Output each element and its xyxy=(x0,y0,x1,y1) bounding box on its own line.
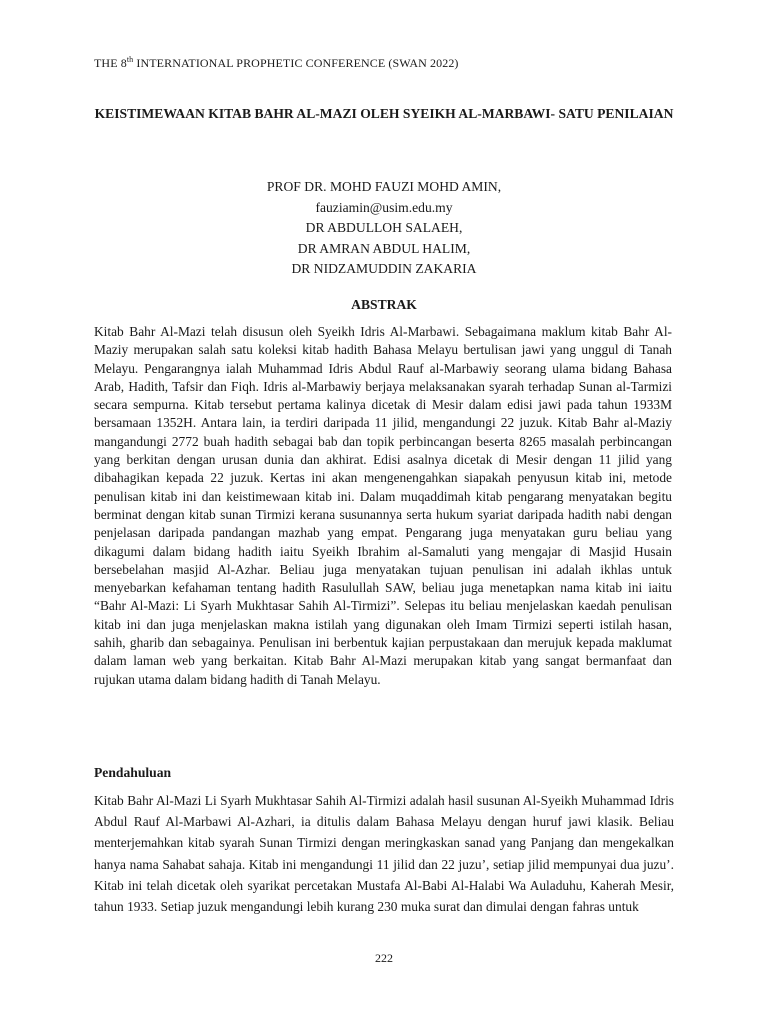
author-line: DR AMRAN ABDUL HALIM, xyxy=(297,240,471,256)
author-block xyxy=(80,177,688,280)
abstract-body: Kitab Bahr Al-Mazi telah disusun oleh Syeikh Idris Al-Marbawi. Sebagaimana maklum kitab Bahr Al-Maziy merupakan salah satu koleksi kitab hadith Bahasa Melayu bertulisan jawi yang unggul di Tanah Melayu. Pengarangnya ialah Muhammad Idris Abdul Rauf al-Marbawiy seorang ulama bidang Bahasa Arab, Hadith, Tafsir dan Fiqh. Idris al-Marbawiy berjaya melaksanakan syarah terhadap Sunan al-Tarmizi secara sempurna. Kitab tersebut pertama kalinya dicetak di Mesir dalam edisi jawi pada tahun 1933M bersamaan 1352H. Antara lain, ia terdiri daripada 11 jilid, mengandungi 22 juzuk. Kitab Bahr al-Maziy mangandungi 2772 buah hadith sebagai bab dan topik perbincangan beserta 8265 masalah perbincangan yang berkitan dengan urusan dunia dan akhirat. Edisi asalnya dicetak di Mesir dengan 11 jilid yang dibahagikan kepada 22 juzuk. Kertas ini akan mengenengahkan siapakah penyusun kitab ini, metode penulisan kitab ini dan keistimewaan kitab ini. Dalam muqaddimah kitab pengarang menyatakan begitu berminat dengan kitab sunan Tirmizi kerana susunannya serta hukum syariat daripada hadith nabi dengan penjelasan daripada pandangan mazhab yang empat. Pengarang juga menyatakan guru beliau yang dikagumi dalam bidang hadith iaitu Syeikh Ibrahim al-Samaluti yang mengajar di Masjid Husain bersebelahan masjid Al-Azhar. Beliau juga menyatakan tujuan penulisan ini adalah ikhlas untuk menyebarkan kefahaman tentang hadith Rasulullah SAW, beliau juga menetapkan nama kitab ini iaitu “Bahr Al-Mazi: Li Syarh Mukhtasar Sahih Al-Tirmizi”. Selepas itu beliau menjelaskan kaedah penulisan kitab ini dan juga menjelaskan makna istilah yang digunakan oleh Imam Tirmizi seperti istilah hasan, sahih, gharib dan sebagainya. Penulisan ini berbentuk kajian perpustakaan dan merujuk kepada maklumat dalam laman web yang berkaitan. Kitab Bahr Al-Mazi merupakan kitab yang sangat bermanfaat dan rujukan utama dalam bidang hadith di Tanah Melayu. xyxy=(94,324,672,687)
running-header-prefix: THE 8 xyxy=(94,56,127,70)
running-header-superscript: th xyxy=(126,55,134,64)
introduction-body: Kitab Bahr Al-Mazi Li Syarh Mukhtasar Sahih Al-Tirmizi adalah hasil susunan Al-Syeikh Muhammad Idris Abdul Rauf Al-Marbawi Al-Azhari, ia ditulis dalam Bahasa Melayu dengan huruf jawi klasik. Beliau menterjemahkan kitab syarah Sunan Tirmizi dengan meringkaskan sanad yang Panjang dan mengekalkan hanya nama Sahabat sahaja. Kitab ini mengandungi 11 jilid dan 22 juzu’, setiap jilid mempunyai dua juzu’. Kitab ini telah dicetak oleh syarikat percetakan Mustafa Al-Babi Al-Halabi Wa Auladuhu, Kaherah Mesir, tahun 1933. Setiap juzuk mengandungi lebih kurang 230 muka surat dan dimulai dengan fahras untuk xyxy=(94,793,674,915)
author-email: fauziamin@usim.edu.my xyxy=(315,199,453,215)
section-heading-introduction: Pendahuluan xyxy=(94,765,172,780)
page-number: 222 xyxy=(375,951,393,965)
paper-title: KEISTIMEWAAN KITAB BAHR AL-MAZI OLEH SYEIKH AL-MARBAWI- SATU PENILAIAN xyxy=(94,106,674,121)
running-header-suffix: INTERNATIONAL PROPHETIC CONFERENCE (SWAN 2022) xyxy=(133,56,459,70)
author-line: PROF DR. MOHD FAUZI MOHD AMIN, xyxy=(266,179,502,194)
abstract-heading: ABSTRAK xyxy=(351,297,417,312)
author-line: DR NIDZAMUDDIN ZAKARIA xyxy=(291,261,477,276)
author-line: DR ABDULLOH SALAEH, xyxy=(305,220,463,235)
running-header xyxy=(94,56,459,71)
